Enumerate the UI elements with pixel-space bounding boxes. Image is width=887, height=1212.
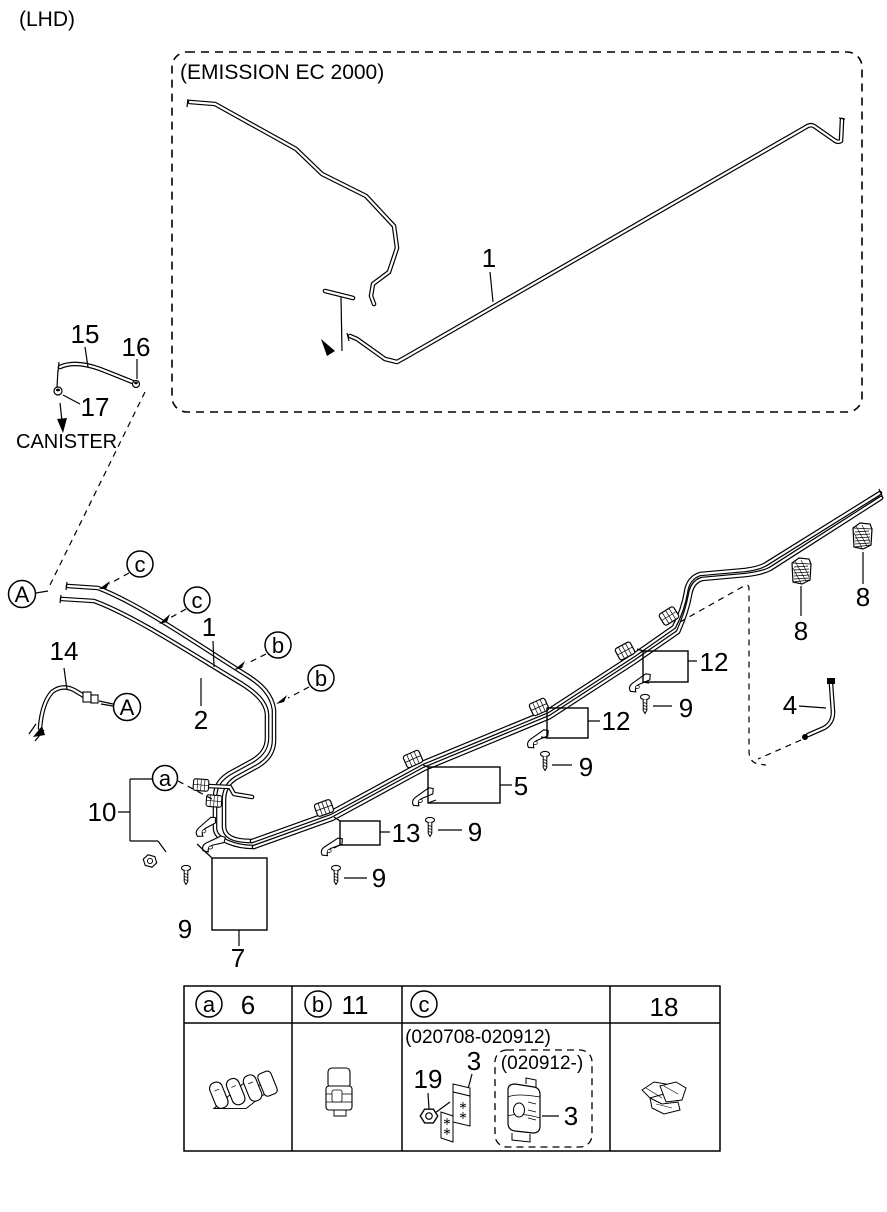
callout-5 [423,765,528,803]
part-label-5: 5 [513,771,529,801]
date-range-2: (020912-) [500,1053,584,1074]
part-label-9-d: 9 [578,752,594,782]
part-label-9-b: 9 [371,863,387,893]
part-label-3-top: 3 [466,1046,482,1076]
ref-circle-A-hose [101,694,141,721]
part-label-15: 15 [70,319,100,349]
table-header-a [196,990,255,1020]
svg-text:c: c [191,588,203,613]
svg-text:A: A [119,695,135,720]
part-no-11: 11 [341,990,369,1020]
emission-box-label: (EMISSION EC 2000) [180,61,385,84]
svg-text:b: b [311,992,325,1017]
svg-text:b: b [314,666,328,691]
canister-area [16,319,150,585]
callout-7 [197,844,267,973]
table-header-c [411,991,437,1017]
part-label-9-c: 9 [467,817,483,847]
svg-text:a: a [158,766,172,791]
part-label-17: 17 [80,392,110,422]
part-label-8-right: 8 [855,582,871,612]
part-label-1-emission: 1 [481,243,497,273]
part-label-12-upper: 12 [699,647,729,677]
ref-circle-b-upper [234,632,291,670]
part-label-9-e: 9 [678,693,694,723]
svg-text:b: b [271,633,285,658]
part-label-8-left: 8 [793,616,809,646]
part-label-9-a: 9 [177,914,193,944]
date-range-1: (020708-020912) [405,1027,551,1048]
callout-10 [88,779,166,852]
canister-label: CANISTER [16,431,118,453]
part-label-2: 2 [193,705,209,735]
canister-arrow-shaft [60,403,62,421]
part-label-10: 10 [87,797,117,827]
table-header-18 [650,992,679,1022]
ref-circle-b-lower [276,665,334,704]
part-label-3-inner: 3 [563,1101,579,1131]
part-label-1: 1 [201,612,217,642]
part-no-6: 6 [240,990,256,1020]
emission-dashed-border [172,52,862,412]
part-label-19: 19 [413,1064,443,1094]
part-no-18: 18 [649,992,679,1022]
part-label-4: 4 [782,690,798,720]
callout-13 [334,817,420,848]
svg-text:c: c [418,992,430,1017]
part-label-12-lower: 12 [601,706,631,736]
part-label-16: 16 [121,332,151,362]
table-header-b [305,990,369,1020]
hose-14 [29,687,113,741]
emission-ec2000-box [172,52,862,412]
ref-circle-c-upper [99,551,153,589]
leader-line [490,272,493,302]
table-cell-c [405,1027,592,1147]
svg-text:A: A [14,582,30,607]
ref-circle-A-left [9,581,49,608]
part-label-7: 7 [230,943,246,973]
svg-text:c: c [134,552,146,577]
drive-variant-label: (LHD) [19,8,75,31]
part-label-13: 13 [391,818,421,848]
main-fuel-line-diagram [9,489,884,973]
parts-table [184,986,720,1151]
svg-text:a: a [202,992,216,1017]
part-label-14: 14 [49,636,79,666]
callout-12-lower [541,706,630,738]
